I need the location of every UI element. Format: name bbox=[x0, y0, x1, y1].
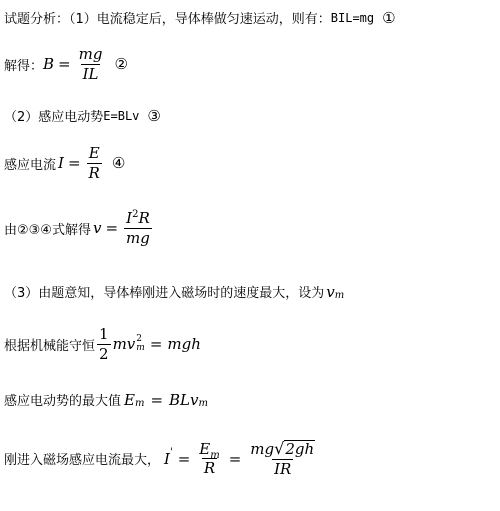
line2-eq: = bbox=[58, 55, 71, 73]
line7-denominator: 2 bbox=[99, 344, 109, 363]
line9-eq2: = bbox=[228, 449, 242, 468]
line8-lhs: E bbox=[124, 390, 135, 409]
line4-fraction bbox=[87, 145, 102, 181]
line5-numerator bbox=[124, 210, 152, 228]
line7-fraction bbox=[97, 326, 111, 362]
line9-f2-denominator: IR bbox=[274, 459, 292, 478]
line7-text: 根据机械能守恒 bbox=[4, 338, 96, 354]
line6-var: v bbox=[326, 282, 335, 301]
line9-f1-num-sub: m bbox=[210, 449, 220, 461]
analysis-line-4 bbox=[4, 145, 125, 181]
line7-term-sup: 2 bbox=[136, 334, 142, 344]
analysis-line-5 bbox=[4, 210, 154, 246]
line4-denominator: R bbox=[88, 163, 100, 182]
line7-term-sub: m bbox=[136, 343, 145, 353]
line5-fraction bbox=[124, 210, 152, 246]
line9-f1-denominator: R bbox=[203, 459, 216, 478]
line1-marker: ① bbox=[382, 8, 396, 27]
line9-f2-sqrt bbox=[274, 440, 315, 458]
line9-fraction-1 bbox=[197, 441, 221, 477]
sqrt-radical-icon: √ bbox=[274, 439, 285, 458]
line9-prime: ' bbox=[169, 447, 173, 459]
line9-eq1: = bbox=[177, 449, 191, 468]
line3-formula: E=BLv bbox=[103, 108, 140, 123]
line5-text: 由②③④式解得 bbox=[4, 222, 91, 238]
line2-denominator: IL bbox=[82, 64, 99, 83]
line5-eq: = bbox=[105, 219, 119, 237]
analysis-line-6 bbox=[4, 282, 344, 301]
line7-numerator: 1 bbox=[99, 325, 109, 343]
line7-eq: = bbox=[149, 335, 163, 353]
analysis-line-8 bbox=[4, 390, 208, 409]
line8-text: 感应电动势的最大值 bbox=[4, 394, 122, 409]
line5-lhs: v bbox=[92, 219, 102, 237]
line5-num-base: I bbox=[126, 209, 133, 227]
analysis-line-9 bbox=[4, 440, 319, 477]
line8-eq: = bbox=[150, 390, 164, 409]
analysis-line-3 bbox=[4, 106, 161, 125]
line2-fraction bbox=[77, 46, 105, 82]
line5-num-sup: 2 bbox=[132, 209, 139, 220]
line3-text: （2）感应电动势 bbox=[4, 110, 104, 125]
line7-term: mv bbox=[112, 335, 136, 353]
line9-f2-num: mg bbox=[250, 440, 275, 458]
line9-f1-numerator bbox=[197, 441, 221, 459]
line5-num-tail: R bbox=[138, 209, 150, 227]
line4-marker: ④ bbox=[111, 154, 126, 172]
line9-f2-numerator bbox=[248, 440, 317, 459]
line2-text: 解得： bbox=[4, 58, 44, 74]
line1-formula: BIL=mg bbox=[330, 10, 375, 25]
analysis-line-2 bbox=[4, 46, 128, 82]
line3-marker: ③ bbox=[147, 106, 161, 125]
line9-f2-radicand: 2gh bbox=[285, 440, 315, 459]
line9-text: 刚进入磁场感应电流最大， bbox=[4, 453, 161, 469]
line8-lhs-sub: m bbox=[134, 398, 145, 409]
line2-lhs: B bbox=[43, 55, 55, 73]
line9-lhs: I bbox=[164, 449, 170, 468]
line2-marker: ② bbox=[114, 55, 128, 73]
line9-f1-num: E bbox=[199, 439, 211, 458]
line8-rhs: BLv bbox=[169, 390, 199, 409]
line9-fraction-2 bbox=[248, 440, 317, 477]
line4-numerator: E bbox=[88, 144, 100, 162]
line6-sub: m bbox=[334, 290, 345, 301]
analysis-line-1 bbox=[4, 8, 396, 27]
line7-rhs: mgh bbox=[167, 335, 201, 353]
line4-text: 感应电流 bbox=[4, 157, 57, 173]
line7-supsub bbox=[136, 335, 145, 353]
line2-numerator: mg bbox=[78, 45, 103, 63]
line5-denominator: mg bbox=[126, 228, 150, 247]
line1-text: 试题分析：（1）电流稳定后，导体棒做匀速运动，则有： bbox=[4, 12, 331, 27]
line6-text: （3）由题意知，导体棒刚进入磁场时的速度最大，设为 bbox=[4, 286, 325, 301]
analysis-line-7 bbox=[4, 326, 201, 362]
line4-lhs: I bbox=[58, 154, 64, 172]
line8-rhs-sub: m bbox=[198, 398, 208, 409]
line4-eq: = bbox=[67, 154, 81, 172]
